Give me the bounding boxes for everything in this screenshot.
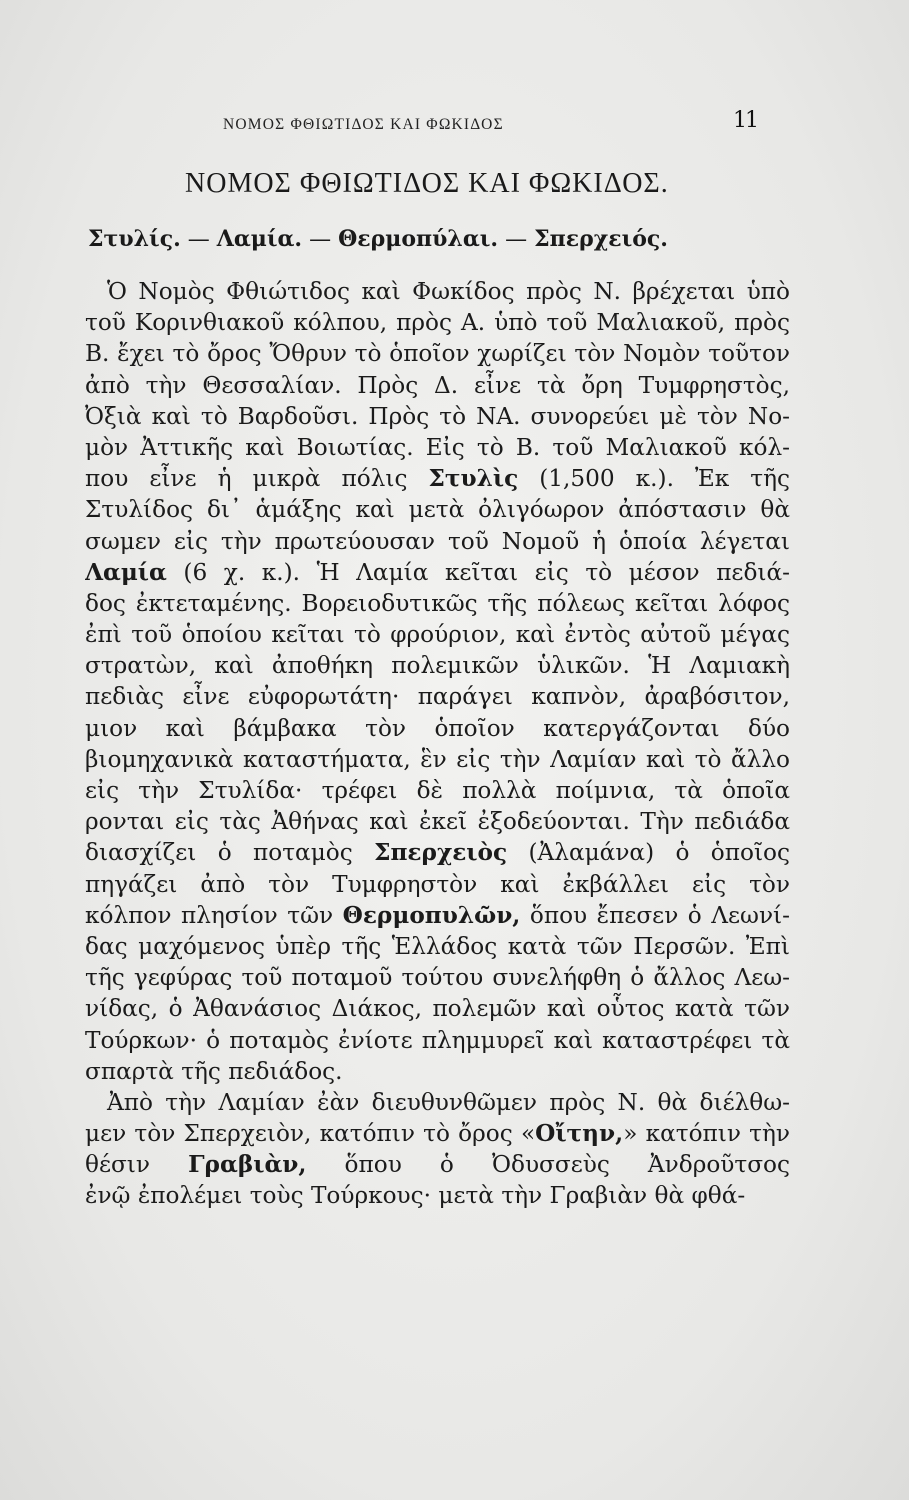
body-line: Τούρκων· ὁ ποταμὸς ἐνίοτε πλημμυρεῖ καὶ καταστρέφει τὰ: [85, 1026, 790, 1054]
body-line: βιομηχανικὰ καταστήματα, ἓν εἰς τὴν Λαμίαν καὶ τὸ ἄλλο: [85, 745, 790, 773]
emphasized-term: Γραβιὰν,: [188, 1151, 307, 1179]
body-line: στρατὼν, καὶ ἀποθήκη πολεμικῶν ὑλικῶν. Ἡ Λαμιακὴ: [85, 652, 790, 680]
body-line: ἐπὶ τοῦ ὁποίου κεῖται τὸ φρούριον, καὶ ἐντὸς αὐτοῦ μέγας: [85, 621, 790, 649]
body-line: νίδας, ὁ Ἀθανάσιος Διάκος, πολεμῶν καὶ οὗτος κατὰ τῶν: [85, 995, 790, 1023]
section-subheads: [88, 226, 788, 252]
subhead-lamia: Λαμία.: [216, 226, 303, 252]
body-text: [85, 276, 790, 1212]
body-line: Β. ἔχει τὸ ὄρος Ὄθρυν τὸ ὁποῖον χωρίζει τὸν Νομὸν τοῦτον: [85, 340, 790, 368]
body-line: δας μαχόμενος ὑπὲρ τῆς Ἑλλάδος κατὰ τῶν Περσῶν. Ἐπὶ: [85, 932, 790, 960]
emphasized-term: Οἴτην,: [535, 1120, 624, 1148]
body-line: ρονται εἰς τὰς Ἀθήνας καὶ ἐκεῖ ἐξοδεύονται. Τὴν πεδιάδα: [85, 808, 790, 836]
emphasized-term: Στυλὶς: [428, 465, 519, 493]
subhead-separator: —: [302, 227, 339, 252]
emphasized-term: Σπερχειὸς: [374, 839, 508, 867]
body-line: ἀπὸ τὴν Θεσσαλίαν. Πρὸς Δ. εἶνε τὰ ὄρη Τυμφρηστὸς,: [85, 371, 790, 399]
emphasized-term: Λαμία: [85, 558, 167, 586]
subhead-separator: —: [180, 227, 217, 252]
subhead-separator: —: [498, 227, 535, 252]
body-line: θέσιν Γραβιὰν, ὅπου ὁ Ὀδυσσεὺς Ἀνδροῦτσος: [85, 1151, 790, 1179]
emphasized-term: Θερμοπυλῶν,: [342, 901, 521, 929]
body-line: Στυλίδος δι᾽ ἁμάξης καὶ μετὰ ὀλιγόωρον ἀπόστασιν θὰ: [85, 496, 790, 524]
body-line: κόλπον πλησίον τῶν Θερμοπυλῶν, ὅπου ἔπεσεν ὁ Λεωνί-: [85, 901, 790, 929]
body-line: σπαρτὰ τῆς πεδιάδος.: [85, 1057, 343, 1085]
body-line: μὸν Ἀττικῆς καὶ Βοιωτίας. Εἰς τὸ Β. τοῦ Μαλιακοῦ κόλ-: [85, 433, 790, 461]
body-line: μιον καὶ βάμβακα τὸν ὁποῖον κατεργάζονται δύο: [85, 714, 790, 742]
body-line: τοῦ Κορινθιακοῦ κόλπου, πρὸς Α. ὑπὸ τοῦ Μαλιακοῦ, πρὸς: [85, 309, 790, 337]
body-line: διασχίζει ὁ ποταμὸς Σπερχειὸς (Ἀλαμάνα) ὁ ὁποῖος: [85, 839, 790, 867]
body-line: δος ἐκτεταμένης. Βορειοδυτικῶς τῆς πόλεως κεῖται λόφος: [85, 589, 790, 617]
body-line: ἐνῷ ἐπολέμει τοὺς Τούρκους· μετὰ τὴν Γραβιὰν θὰ φθά-: [85, 1182, 746, 1210]
body-line: Ὁ Νομὸς Φθιώτιδος καὶ Φωκίδος πρὸς Ν. βρέχεται ὑπὸ: [107, 278, 790, 305]
body-line: τῆς γεφύρας τοῦ ποταμοῦ τούτου συνελήφθη ὁ ἄλλος Λεω-: [85, 964, 790, 992]
body-line: πεδιὰς εἶνε εὐφορωτάτη· παράγει καπνὸν, ἀραβόσιτον,: [85, 683, 790, 711]
page-number: 11: [733, 108, 757, 133]
body-line: που εἶνε ἡ μικρὰ πόλις Στυλὶς (1,500 κ.). Ἐκ τῆς: [85, 465, 790, 493]
chapter-title: ΝΟΜΟΣ ΦΘΙΩΤΙΔΟΣ ΚΑΙ ΦΩΚΙΔΟΣ.: [185, 168, 669, 199]
body-line: σωμεν εἰς τὴν πρωτεύουσαν τοῦ Νομοῦ ἡ ὁποία λέγεται: [85, 527, 790, 555]
running-title: ΝΟΜΟΣ ΦΘΙΩΤΙΔΟΣ ΚΑΙ ΦΩΚΙΔΟΣ: [223, 116, 504, 133]
subhead-stylis: Στυλίς.: [88, 226, 181, 252]
body-line: πηγάζει ἀπὸ τὸν Τυμφρηστὸν καὶ ἐκβάλλει εἰς τὸν: [85, 870, 790, 898]
body-line: Ὀξιὰ καὶ τὸ Βαρδοῦσι. Πρὸς τὸ ΝΑ. συνορεύει μὲ τὸν Νο-: [85, 402, 790, 430]
subhead-thermopylae: Θερμοπύλαι.: [338, 226, 499, 252]
subhead-spercheios: Σπερχειός.: [534, 226, 668, 252]
body-line: εἰς τὴν Στυλίδα· τρέφει δὲ πολλὰ ποίμνια, τὰ ὁποῖα: [85, 777, 790, 804]
body-line: Ἀπὸ τὴν Λαμίαν ἐὰν διευθυνθῶμεν πρὸς Ν. θὰ διέλθω-: [107, 1088, 790, 1116]
body-line: Λαμία (6 χ. κ.). Ἡ Λαμία κεῖται εἰς τὸ μέσον πεδιά-: [85, 558, 790, 586]
body-line: μεν τὸν Σπερχειὸν, κατόπιν τὸ ὄρος «Οἴτην,» κατόπιν τὴν: [85, 1120, 790, 1148]
